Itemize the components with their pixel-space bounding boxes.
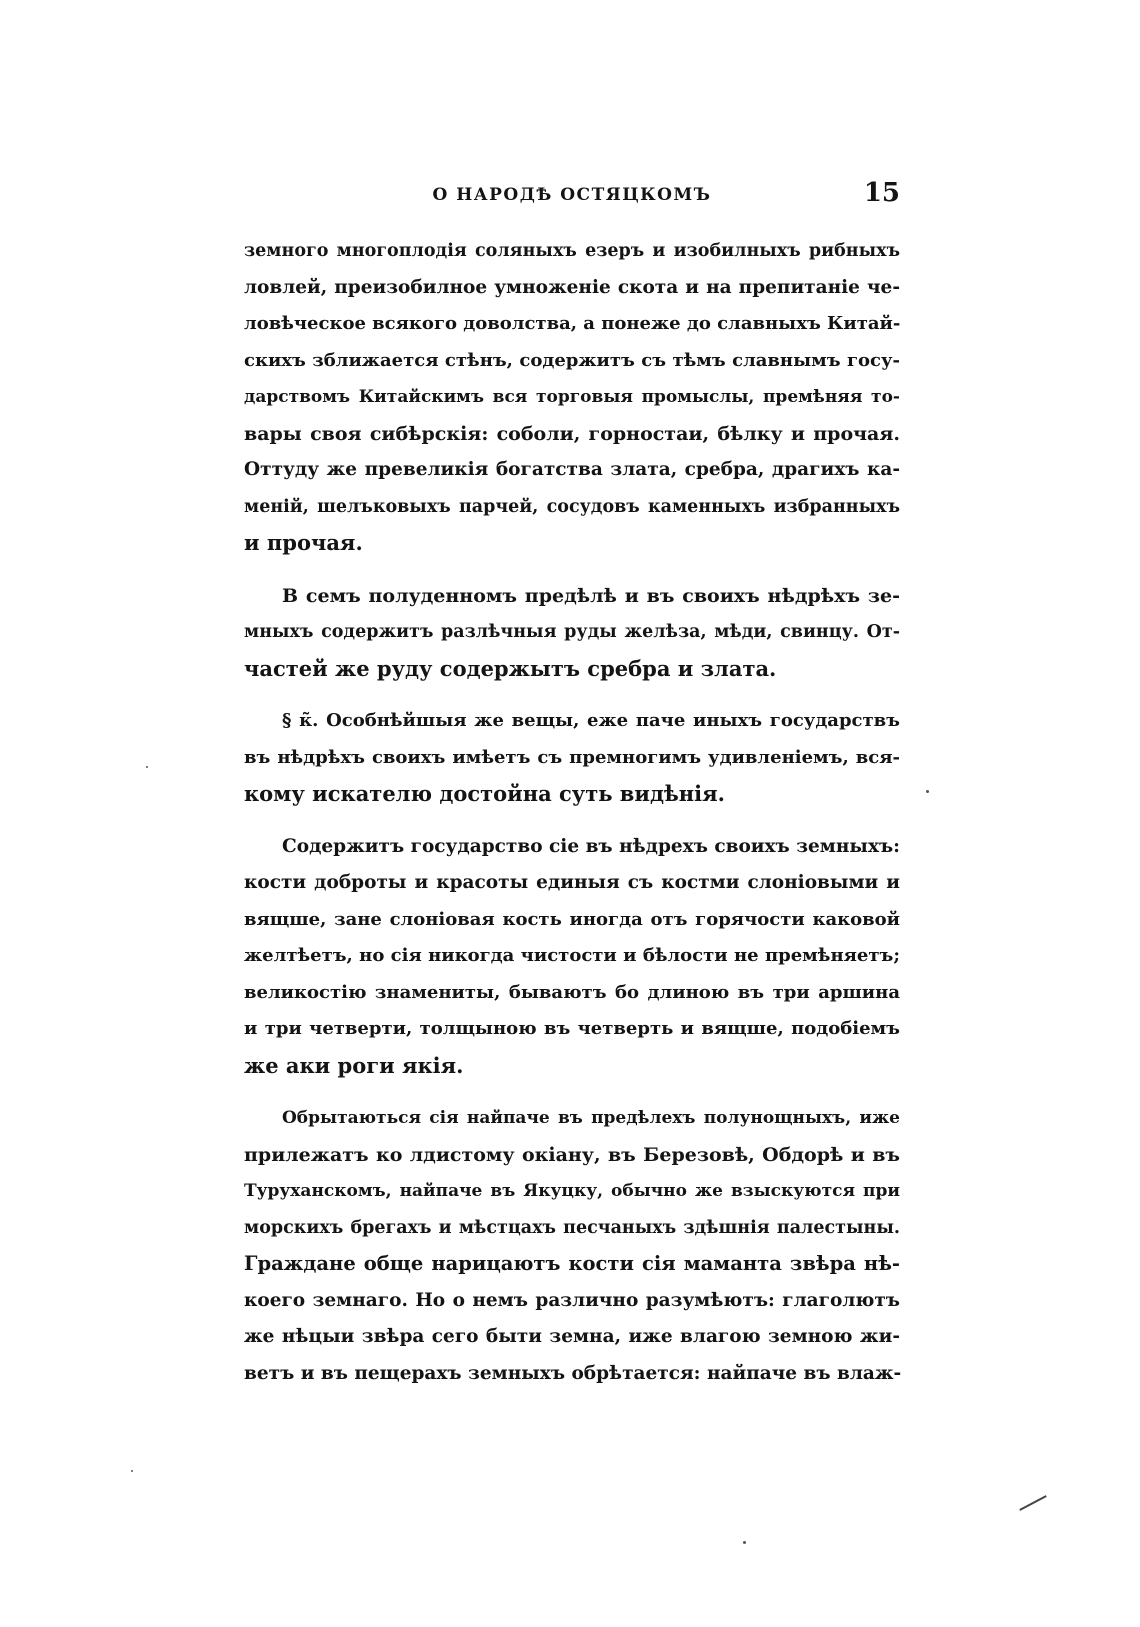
text-line: В семъ полуденномъ предѣлѣ и въ своихъ нѣдрѣхъ зе-	[282, 584, 900, 607]
text-line: Граждане обще нарицаютъ кости сія маманта звѣра нѣ-	[244, 1252, 900, 1275]
text-line: вящше, зане слоніовая кость иногда отъ горячости каковой	[244, 908, 900, 930]
text-line: и прочая.	[244, 530, 363, 555]
scan-speck	[146, 766, 148, 768]
text-line: кому искателю достойна суть видѣнія.	[244, 781, 725, 806]
text-line: дарствомъ Китайскимъ вся торговыя промыслы, премѣняя то-	[244, 387, 900, 407]
body-text	[244, 233, 900, 1392]
text-line: коего земнаго. Но о немъ различно разумѣютъ: глаголютъ	[244, 1289, 900, 1311]
text-line: § к̃. Особнѣйшыя же вещы, еже паче иныхъ государствъ	[282, 710, 900, 731]
text-line: морскихъ брегахъ и мѣстцахъ песчаныхъ здѣшнія палестыны.	[244, 1217, 900, 1238]
paragraph-5	[244, 1100, 900, 1392]
text-line: частей же руду содержытъ сребра и злата.	[244, 655, 777, 681]
text-line: меній, шелъковыхъ парчей, сосудовъ каменныхъ избранныхъ	[244, 496, 900, 517]
text-line: ловѣческое всякого доволства, а понеже до славныхъ Китай-	[244, 313, 901, 334]
text-line: желтѣетъ, но сія никогда чистости и бѣлости не премѣняетъ;	[244, 945, 900, 966]
text-line: Оттуду же превеликія богатства злата, сребра, драгихъ ка-	[244, 459, 900, 480]
text-line: скихъ зближается стѣнъ, содержитъ съ тѣмъ славнымъ госу-	[244, 349, 900, 371]
paragraph-4	[244, 829, 900, 1085]
scan-stroke-mark	[1019, 1495, 1046, 1511]
text-line: и три четверти, толщыною въ четверть и вящше, подобіемъ	[244, 1018, 900, 1039]
scan-speck	[926, 790, 929, 793]
text-line: ловлей, преизобилное умноженіе скота и на препитаніе че-	[244, 276, 900, 298]
text-line: же нѣцыи звѣра сего быти земна, иже влагою земною жи-	[244, 1326, 900, 1347]
paragraph-2	[244, 578, 900, 688]
text-line: Туруханскомъ, найпаче въ Якуцку, обычно же взыскуются при	[244, 1181, 900, 1201]
running-title: О НАРОДѢ ОСТЯЦКОМЪ	[432, 185, 712, 205]
scan-speck	[743, 1541, 746, 1544]
page-number: 15	[863, 178, 900, 208]
text-line: прилежатъ ко лдистому окіану, въ Березовѣ, Обдорѣ и въ	[244, 1143, 900, 1166]
text-line: Обрытаються сія найпаче въ предѣлехъ полунощныхъ, иже	[282, 1108, 900, 1128]
running-head	[244, 180, 900, 210]
paragraph-1	[244, 233, 900, 562]
text-line: земного многоплодія соляныхъ езеръ и изобилныхъ рибныхъ	[244, 241, 900, 261]
text-line: Содержитъ государство сіе въ нѣдрехъ своихъ земныхъ:	[282, 835, 900, 857]
text-line: великостію знамениты, бываютъ бо длиною въ три аршина	[244, 981, 900, 1003]
text-line: ветъ и въ пещерахъ земныхъ обрѣтается: найпаче въ влаж-	[244, 1362, 902, 1384]
paragraph-3	[244, 703, 900, 813]
text-line: же аки роги якія.	[244, 1052, 464, 1078]
scan-speck	[131, 1470, 133, 1472]
text-line: въ нѣдрѣхъ своихъ имѣетъ съ премногимъ удивленіемъ, вся-	[244, 746, 900, 768]
text-line: вары своя сибѣрскія: соболи, горностаи, бѣлку и прочая.	[244, 422, 900, 445]
text-line: мныхъ содержитъ разлѣчныя руды желѣза, мѣди, свинцу. От-	[244, 622, 900, 642]
text-line: кости доброты и красоты единыя съ костми слоніовыми и	[244, 872, 900, 893]
